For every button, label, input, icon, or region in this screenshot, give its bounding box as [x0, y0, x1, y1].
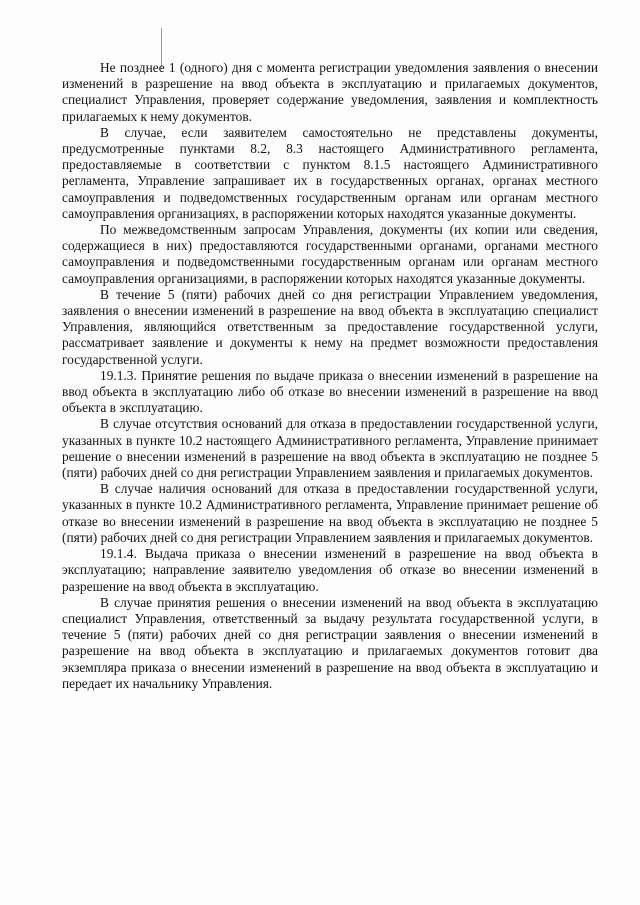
paragraph-verification: Не позднее 1 (одного) дня с момента регистрации уведомления заявления о внесении изменений в разрешение на ввод объекта в эксплуатацию и прилагаемых документов, специалист Управления, проверяет содержание уведомления, заявления и комплектность прилагаемых к нему документов.	[62, 60, 598, 124]
paragraph-review-period: В течение 5 (пяти) рабочих дней со дня регистрации Управлением уведомления, заявления о внесении изменений в разрешение на ввод объекта в эксплуатацию специалист Управления, являющийся ответственным за предоставление государственной услуги, рассматривает заявление и документы к нему на предмет возможности предоставления государственной услуги.	[62, 286, 598, 367]
paragraph-approval-decision: В случае отсутствия оснований для отказа в предоставлении государственной услуги, указанных в пункте 10.2 настоящего Административного регламента, Управление принимает решение о внесении изменений в разрешение на ввод объекта в эксплуатацию не позднее 5 (пяти) рабочих дней со дня регистрации Управлением заявления и прилагаемых документов.	[62, 416, 598, 481]
paragraph-refusal-decision: В случае наличия оснований для отказа в предоставлении государственной услуги, указанных в пункте 10.2 Административного регламента, Управление принимает решение об отказе во внесении изменений в разрешение на ввод объекта в эксплуатацию не позднее 5 (пяти) рабочих дней со дня регистрации Управлением заявления и прилагаемых документов.	[62, 481, 598, 545]
paragraph-document-request: В случае, если заявителем самостоятельно не представлены документы, предусмотренные пунктами 8.2, 8.3 настоящего Административного регламента, предоставляемые в соответствии с пунктом 8.1.5 настоящего Административного регламента, Управление запрашивает их в государственных органах, органах местного самоуправления и подведомственных государственным органам или органам местного самоуправления организациях, в распоряжении которых находятся указанные документы.	[62, 124, 598, 221]
section-19-1-4-heading: 19.1.4. Выдача приказа о внесении изменений в разрешение на ввод объекта в эксплуатацию; направление заявителю уведомления об отказе во внесении изменений в разрешение на ввод объекта в эксплуатацию.	[62, 546, 598, 594]
paragraph-interagency-requests: По межведомственным запросам Управления, документы (их копии или сведения, содержащиеся в них) предоставляются государственными органами, органами местного самоуправления и подведомственными государственным органам или органам местного самоуправления организациями, в распоряжении которых находятся указанные документы.	[62, 222, 598, 286]
section-19-1-3-heading: 19.1.3. Принятие решения по выдаче приказа о внесении изменений в разрешение на ввод объекта в эксплуатацию либо об отказе во внесении изменений в разрешение на ввод объекта в эксплуатацию.	[62, 367, 598, 416]
document-body	[62, 60, 598, 692]
paragraph-order-preparation: В случае принятия решения о внесении изменений на ввод объекта в эксплуатацию специалист Управления, ответственный за выдачу результата государственной услуги, в течение 5 (пяти) рабочих дней со дня регистрации заявления о внесении изменений в разрешение на ввод объекта в эксплуатацию и прилагаемых документов готовит два экземпляра приказа о внесении изменений в разрешение на ввод объекта в эксплуатацию и передает их начальнику Управления.	[62, 594, 598, 691]
